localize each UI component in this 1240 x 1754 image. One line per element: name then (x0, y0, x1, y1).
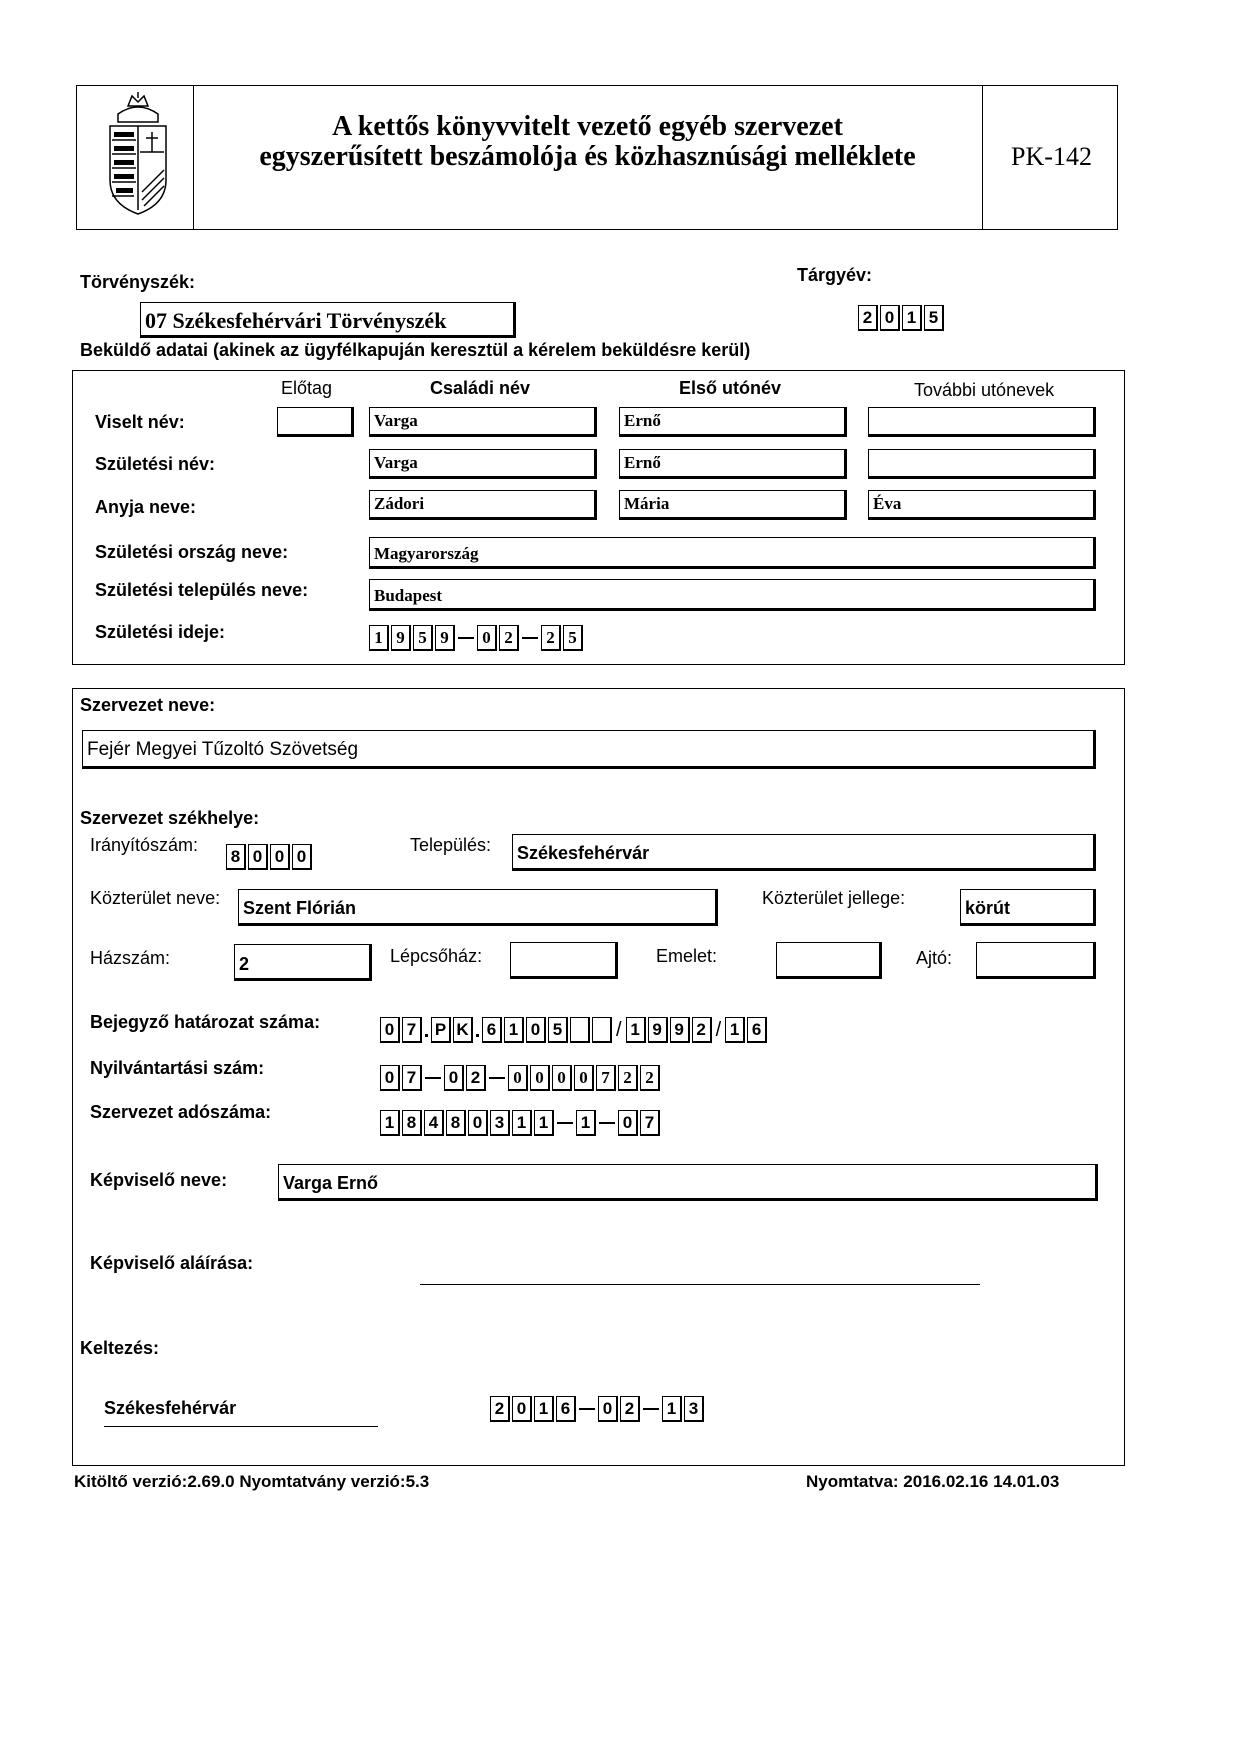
digit-cell[interactable]: 2 (541, 625, 561, 651)
footer-version: Kitöltő verzió:2.69.0 Nyomtatvány verzió:5.3 (74, 1472, 430, 1491)
name-family-field[interactable]: Varga (369, 407, 597, 437)
door-field[interactable] (976, 942, 1096, 979)
digit-cell[interactable]: K (453, 1017, 473, 1043)
reg-label: Nyilvántartási szám: (90, 1058, 265, 1078)
birthname-other-field[interactable] (868, 449, 1096, 479)
mother-family-field[interactable]: Zádori (369, 490, 597, 520)
decision-label: Bejegyző határozat száma: (90, 1012, 321, 1032)
org-name-label: Szervezet neve: (80, 695, 216, 715)
birthdate-cells[interactable] (369, 624, 585, 652)
digit-cell[interactable]: 2 (640, 1065, 660, 1091)
year-cells[interactable] (858, 304, 946, 332)
tax-dash-2 (599, 1122, 615, 1124)
reg-cells[interactable] (380, 1064, 662, 1092)
digit-cell[interactable]: 9 (435, 625, 455, 651)
floor-label: Emelet: (656, 946, 718, 966)
digit-cell[interactable]: 9 (670, 1017, 690, 1043)
digit-cell[interactable]: 1 (504, 1017, 524, 1043)
col-family-header: Családi név (430, 378, 531, 398)
digit-cell[interactable]: 1 (576, 1110, 596, 1136)
digit-cell[interactable]: 0 (444, 1065, 464, 1091)
decision-cells[interactable] (380, 1016, 769, 1044)
digit-cell[interactable]: 8 (226, 844, 246, 870)
digit-cell[interactable]: 8 (446, 1110, 466, 1136)
digit-cell[interactable]: 2 (490, 1396, 510, 1422)
digit-cell[interactable]: 3 (684, 1396, 704, 1422)
decision-dot-1 (425, 1034, 428, 1037)
digit-cell[interactable] (592, 1017, 612, 1043)
form-code: PK-142 (1011, 142, 1092, 171)
digit-cell[interactable]: 5 (924, 305, 944, 331)
digit-cell[interactable]: 1 (902, 305, 922, 331)
digit-cell[interactable]: 0 (270, 844, 290, 870)
place-value[interactable]: Székesfehérvár (104, 1398, 237, 1418)
country-field[interactable]: Magyarország (369, 537, 1096, 569)
org-name-field[interactable]: Fejér Megyei Tűzoltó Szövetség (82, 730, 1096, 769)
digit-cell[interactable]: 1 (534, 1396, 554, 1422)
tax-dash-1 (557, 1122, 573, 1124)
date-dash-1 (579, 1408, 595, 1410)
digit-cell[interactable]: 0 (468, 1110, 488, 1136)
digit-cell[interactable]: 1 (369, 625, 389, 651)
city-label: Születési település neve: (95, 580, 309, 600)
house-field[interactable]: 2 (234, 944, 372, 981)
stair-field[interactable] (510, 942, 618, 979)
org-seat-label: Szervezet székhelye: (80, 808, 260, 828)
header-divider-left (193, 85, 194, 230)
birthname-family-field[interactable]: Varga (369, 449, 597, 479)
court-label: Törvényszék: (80, 272, 196, 292)
digit-cell[interactable]: 0 (880, 305, 900, 331)
place-line (104, 1426, 378, 1427)
decision-dot-2 (476, 1034, 479, 1037)
digit-cell[interactable]: 0 (530, 1065, 550, 1091)
digit-cell[interactable]: 0 (552, 1065, 572, 1091)
date-label: Keltezés: (80, 1338, 160, 1358)
digit-cell[interactable]: 9 (648, 1017, 668, 1043)
date-dash-2 (643, 1408, 659, 1410)
street-field[interactable]: Szent Flórián (238, 889, 718, 926)
city-field[interactable]: Budapest (369, 579, 1096, 611)
digit-cell[interactable]: 0 (477, 625, 497, 651)
digit-cell[interactable]: 2 (466, 1065, 486, 1091)
digit-cell[interactable]: 5 (548, 1017, 568, 1043)
footer-printed: Nyomtatva: 2016.02.16 14.01.03 (806, 1472, 1060, 1491)
sig-line[interactable] (420, 1284, 980, 1285)
name-label: Viselt név: (95, 412, 185, 432)
decision-slash-1: / (616, 1018, 622, 1041)
birthdate-dash-1 (458, 637, 474, 639)
digit-cell[interactable]: 1 (662, 1396, 682, 1422)
header-title-line1: A kettős könyvvitelt vezető egyéb szervezet (332, 111, 843, 142)
name-other-field[interactable] (868, 407, 1096, 437)
mother-first-field[interactable]: Mária (619, 490, 847, 520)
digit-cell[interactable]: 8 (402, 1110, 422, 1136)
digit-cell[interactable]: 0 (526, 1017, 546, 1043)
col-first-header: Első utónév (679, 378, 782, 398)
digit-cell[interactable]: 0 (598, 1396, 618, 1422)
digit-cell[interactable]: 6 (482, 1017, 502, 1043)
reg-dash-1 (425, 1077, 441, 1079)
town-field[interactable]: Székesfehérvár (512, 834, 1096, 871)
digit-cell[interactable]: 7 (402, 1017, 422, 1043)
digit-cell[interactable]: 3 (490, 1110, 510, 1136)
digit-cell[interactable]: 7 (402, 1065, 422, 1091)
header-title (200, 112, 975, 172)
tax-cells[interactable] (380, 1109, 662, 1137)
digit-cell[interactable]: 2 (620, 1396, 640, 1422)
year-label: Tárgyév: (797, 265, 873, 285)
header-divider-right (982, 85, 983, 230)
digit-cell[interactable]: 7 (596, 1065, 616, 1091)
digit-cell[interactable]: 1 (534, 1110, 554, 1136)
house-label: Házszám: (90, 948, 171, 968)
digit-cell[interactable]: 0 (292, 844, 312, 870)
zip-label: Irányítószám: (90, 835, 199, 855)
digit-cell[interactable]: 0 (618, 1110, 638, 1136)
digit-cell[interactable]: 2 (618, 1065, 638, 1091)
rep-field[interactable]: Varga Ernő (278, 1164, 1098, 1201)
town-label: Település: (410, 835, 492, 855)
sig-label: Képviselő aláírása: (90, 1253, 254, 1273)
digit-cell[interactable]: 1 (380, 1110, 400, 1136)
street-type-field[interactable]: körút (960, 889, 1096, 926)
digit-cell[interactable]: 0 (508, 1065, 528, 1091)
mother-label: Anyja neve: (95, 497, 197, 517)
digit-cell[interactable]: 0 (512, 1396, 532, 1422)
door-label: Ajtó: (916, 948, 953, 968)
digit-cell[interactable]: 1 (512, 1110, 532, 1136)
birthname-label: Születési név: (95, 454, 216, 474)
digit-cell[interactable]: 0 (380, 1065, 400, 1091)
floor-field[interactable] (776, 942, 882, 979)
date-cells[interactable] (490, 1393, 706, 1425)
birthdate-label: Születési ideje: (95, 622, 226, 642)
sender-heading: Beküldő adatai (akinek az ügyfélkapuján keresztül a kérelem beküldésre kerül) (80, 340, 751, 360)
name-prefix-field[interactable] (277, 407, 354, 437)
col-other-header: További utónevek (914, 380, 1055, 400)
digit-cell[interactable]: 9 (391, 625, 411, 651)
digit-cell[interactable]: 6 (747, 1017, 767, 1043)
court-field[interactable]: 07 Székesfehérvári Törvényszék (140, 302, 516, 338)
digit-cell[interactable] (570, 1017, 590, 1043)
digit-cell[interactable]: 0 (248, 844, 268, 870)
digit-cell[interactable]: 6 (556, 1396, 576, 1422)
digit-cell[interactable]: 7 (640, 1110, 660, 1136)
digit-cell[interactable]: P (431, 1017, 451, 1043)
digit-cell[interactable]: 0 (574, 1065, 594, 1091)
reg-dash-2 (489, 1077, 505, 1079)
rep-label: Képviselő neve: (90, 1170, 228, 1190)
digit-cell[interactable]: 0 (380, 1017, 400, 1043)
tax-label: Szervezet adószáma: (90, 1102, 272, 1122)
digit-cell[interactable]: 4 (424, 1110, 444, 1136)
street-type-label: Közterület jellege: (762, 888, 906, 908)
digit-cell[interactable]: 1 (626, 1017, 646, 1043)
digit-cell[interactable]: 1 (725, 1017, 745, 1043)
stair-label: Lépcsőház: (390, 946, 483, 966)
digit-cell[interactable]: 2 (499, 625, 519, 651)
col-prefix-header: Előtag (281, 378, 333, 398)
name-first-field[interactable]: Ernő (619, 407, 847, 437)
header-title-line2: egyszerűsített beszámolója és közhasznúsági melléklete (259, 141, 916, 172)
coat-of-arms-icon (104, 92, 172, 218)
digit-cell[interactable]: 2 (858, 305, 878, 331)
country-label: Születési ország neve: (95, 542, 289, 562)
street-label: Közterület neve: (90, 888, 221, 908)
digit-cell[interactable]: 5 (563, 625, 583, 651)
zip-cells[interactable] (226, 842, 314, 872)
birthname-first-field[interactable]: Ernő (619, 449, 847, 479)
mother-other-field[interactable]: Éva (868, 490, 1096, 520)
digit-cell[interactable]: 2 (692, 1017, 712, 1043)
birthdate-dash-2 (522, 637, 538, 639)
decision-slash-2: / (715, 1018, 722, 1041)
digit-cell[interactable]: 5 (413, 625, 433, 651)
